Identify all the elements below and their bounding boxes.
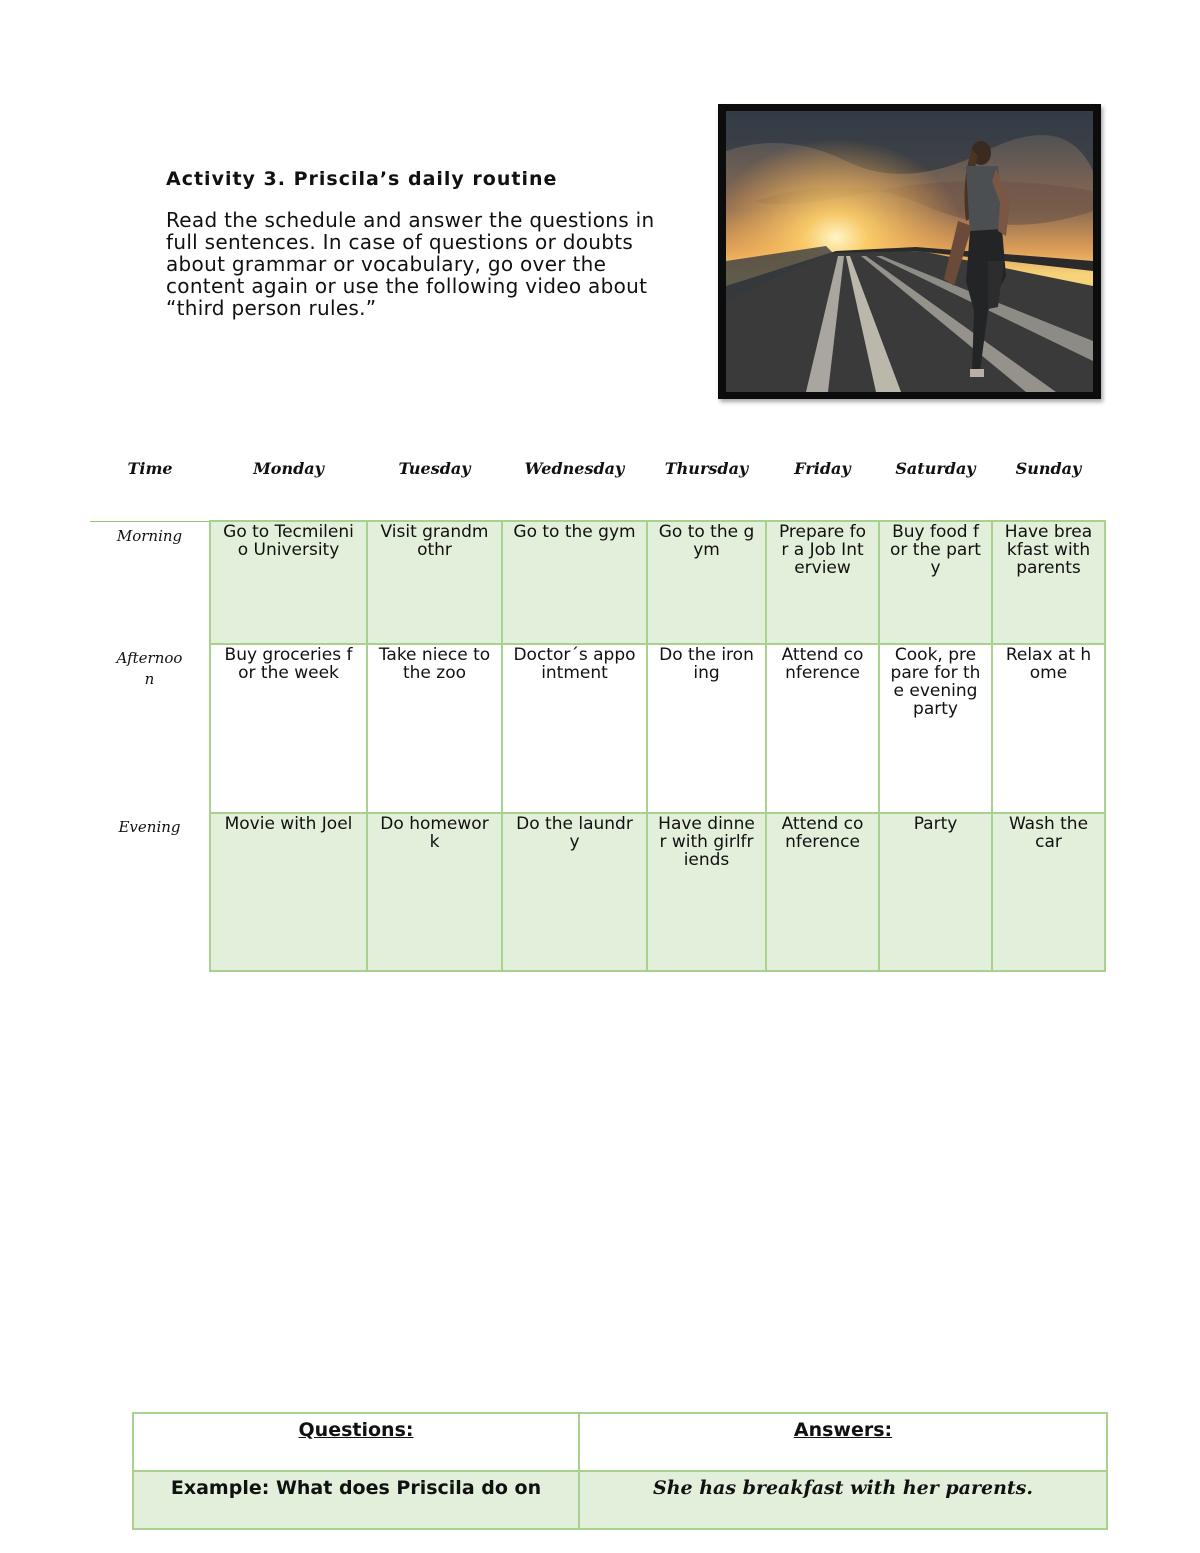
schedule-row-evening [90, 813, 1105, 971]
schedule-cell: Go to the gym [502, 521, 647, 644]
schedule-table [90, 458, 1106, 972]
day-header-sunday: Sunday [1015, 459, 1082, 478]
example-answer: She has breakfast with her parents. [579, 1471, 1107, 1529]
runner-photo [718, 104, 1101, 399]
schedule-cell: Go to Tecmilenio University [210, 521, 367, 644]
time-column-header: Time [90, 458, 210, 521]
schedule-cell: Go to the gym [647, 521, 766, 644]
schedule-row-morning [90, 521, 1105, 644]
schedule-cell: Do the laundry [502, 813, 647, 971]
day-header-wednesday: Wednesday [524, 459, 625, 478]
schedule-cell: Attend conference [766, 813, 879, 971]
schedule-cell: Party [879, 813, 992, 971]
schedule-cell: Buy food for the party [879, 521, 992, 644]
time-label-morning: Morning [116, 526, 183, 545]
schedule-cell: Movie with Joel [210, 813, 367, 971]
schedule-cell: Wash the car [992, 813, 1105, 971]
schedule-cell: Take niece to the zoo [367, 644, 502, 813]
questions-answers-table [132, 1412, 1108, 1530]
answers-header: Answers: [579, 1413, 1107, 1471]
schedule-cell: Do the ironing [647, 644, 766, 813]
time-label-afternoon: Afternoon [116, 648, 183, 688]
activity-title: Activity 3. Priscila’s daily routine [166, 168, 558, 190]
day-header-friday: Friday [794, 459, 851, 478]
schedule-cell: Have dinner with girlfriends [647, 813, 766, 971]
schedule-row-afternoon [90, 644, 1105, 813]
schedule-cell: Prepare for a Job Interview [766, 521, 879, 644]
schedule-cell: Cook, prepare for the evening party [879, 644, 992, 813]
day-header-saturday: Saturday [895, 459, 976, 478]
day-header-tuesday: Tuesday [398, 459, 471, 478]
schedule-cell: Have breakfast with parents [992, 521, 1105, 644]
schedule-cell: Relax at home [992, 644, 1105, 813]
day-header-monday: Monday [253, 459, 324, 478]
questions-header: Questions: [133, 1413, 579, 1471]
day-header-thursday: Thursday [664, 459, 749, 478]
time-label-evening: Evening [118, 817, 181, 836]
schedule-cell: Attend conference [766, 644, 879, 813]
example-question: Example: What does Priscila do on [133, 1471, 579, 1529]
schedule-cell: Do homework [367, 813, 502, 971]
runner-at-sunset-photo-icon [726, 111, 1093, 392]
activity-instructions: Read the schedule and answer the questions in full sentences. In case of questions or doubts about grammar or vocabulary, go over the content again or use the following video about “third person rules.” [166, 208, 655, 320]
schedule-cell: Buy groceries for the week [210, 644, 367, 813]
schedule-cell: Doctor´s appointment [502, 644, 647, 813]
schedule-cell: Visit grandmothr [367, 521, 502, 644]
